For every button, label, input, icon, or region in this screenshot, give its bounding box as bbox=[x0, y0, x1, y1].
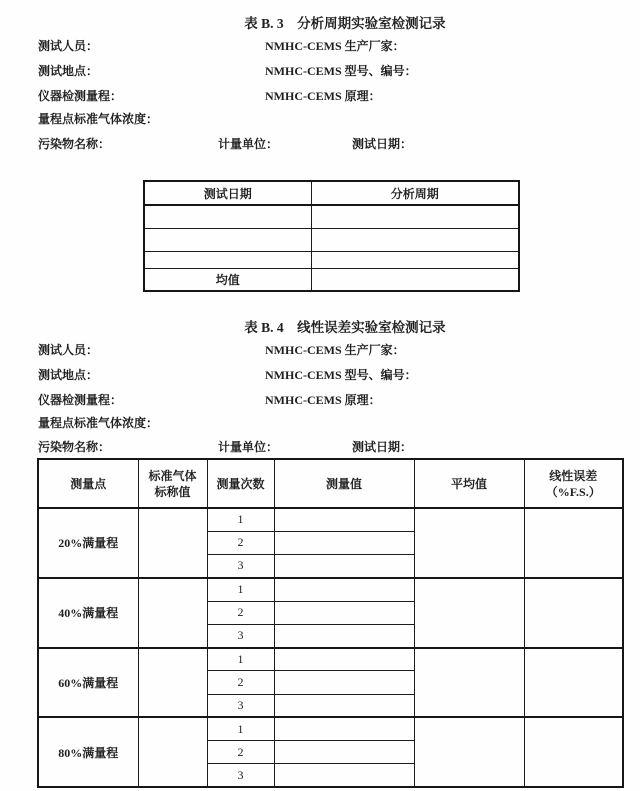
b4-header-measure-times: 测量次数 bbox=[207, 459, 274, 508]
b4-run-number-cell: 2 bbox=[207, 671, 274, 694]
b4-field-location-label: 测试地点： bbox=[38, 368, 99, 382]
b4-run-number-cell: 1 bbox=[207, 648, 274, 671]
b4-measure-value-cell bbox=[274, 578, 414, 601]
b4-measure-value-cell bbox=[274, 741, 414, 764]
b3-table bbox=[143, 180, 520, 292]
b3-header-analysis-cycle: 分析周期 bbox=[311, 181, 519, 205]
b4-measure-value-cell bbox=[274, 531, 414, 554]
b4-measure-value-cell bbox=[274, 555, 414, 578]
b4-run-number-cell: 1 bbox=[207, 578, 274, 601]
b4-point-cell-20: 20%满量程 bbox=[38, 508, 138, 578]
b3-date-cell bbox=[144, 251, 311, 268]
b4-linearity-cell bbox=[524, 508, 623, 578]
table-b3-title: 表 B. 3 分析周期实验室检测记录 bbox=[244, 16, 446, 31]
table-b4-title: 表 B. 4 线性误差实验室检测记录 bbox=[244, 320, 446, 335]
b4-table bbox=[37, 458, 624, 788]
b3-field-model-label: NMHC-CEMS 型号、编号： bbox=[265, 64, 417, 78]
b4-linearity-cell bbox=[524, 717, 623, 787]
b3-date-cell bbox=[144, 205, 311, 228]
b4-field-model-label: NMHC-CEMS 型号、编号： bbox=[265, 368, 417, 382]
b4-measure-value-cell bbox=[274, 648, 414, 671]
b4-run-number-cell: 3 bbox=[207, 694, 274, 717]
b3-field-location-label: 测试地点： bbox=[38, 64, 99, 78]
b4-run-number-cell: 1 bbox=[207, 717, 274, 740]
b4-mean-value-cell bbox=[414, 508, 524, 578]
b3-cycle-cell bbox=[311, 251, 519, 268]
b4-point-cell-80: 80%满量程 bbox=[38, 717, 138, 787]
b4-field-date-label: 测试日期： bbox=[352, 440, 413, 454]
b4-header-linearity-line2: （%F.S.） bbox=[545, 484, 601, 499]
b4-run-number-cell: 2 bbox=[207, 741, 274, 764]
b4-run-number-cell: 3 bbox=[207, 764, 274, 787]
b4-header-measure-point: 测量点 bbox=[38, 459, 138, 508]
b4-measure-value-cell bbox=[274, 508, 414, 531]
b3-field-unit-label: 计量单位： bbox=[218, 137, 279, 151]
b4-std-value-cell bbox=[138, 717, 207, 787]
b3-date-cell bbox=[144, 228, 311, 251]
b4-point-cell-60: 60%满量程 bbox=[38, 648, 138, 718]
b3-field-manufacturer-label: NMHC-CEMS 生产厂家： bbox=[265, 39, 405, 53]
b3-field-pollutant-label: 污染物名称： bbox=[38, 137, 111, 151]
b3-field-principle-label: NMHC-CEMS 原理： bbox=[265, 89, 381, 103]
b4-field-pollutant-label: 污染物名称： bbox=[38, 440, 111, 454]
b3-cycle-cell bbox=[311, 205, 519, 228]
b4-run-number-cell: 1 bbox=[207, 508, 274, 531]
b4-measure-value-cell bbox=[274, 671, 414, 694]
b4-std-value-cell bbox=[138, 508, 207, 578]
b3-mean-label-cell: 均值 bbox=[144, 268, 311, 291]
b3-field-range-label: 仪器检测量程： bbox=[38, 89, 123, 103]
b4-run-number-cell: 2 bbox=[207, 601, 274, 624]
b4-field-manufacturer-label: NMHC-CEMS 生产厂家： bbox=[265, 343, 405, 357]
b4-header-std-gas-line2: 标称值 bbox=[154, 484, 191, 499]
b4-std-value-cell bbox=[138, 648, 207, 718]
b4-mean-value-cell bbox=[414, 648, 524, 718]
b4-field-principle-label: NMHC-CEMS 原理： bbox=[265, 393, 381, 407]
b3-cycle-cell bbox=[311, 228, 519, 251]
b4-linearity-cell bbox=[524, 578, 623, 648]
b4-header-std-gas-line1: 标准气体 bbox=[148, 468, 197, 483]
b4-field-range-label: 仪器检测量程： bbox=[38, 393, 123, 407]
b4-field-unit-label: 计量单位： bbox=[218, 440, 279, 454]
b4-measure-value-cell bbox=[274, 694, 414, 717]
b3-field-span-gas-label: 量程点标准气体浓度： bbox=[38, 112, 159, 126]
b4-linearity-cell bbox=[524, 648, 623, 718]
b4-std-value-cell bbox=[138, 578, 207, 648]
b4-mean-value-cell bbox=[414, 578, 524, 648]
b4-header-mean-value: 平均值 bbox=[414, 459, 524, 508]
b4-field-span-gas-label: 量程点标准气体浓度： bbox=[38, 416, 159, 430]
b4-run-number-cell: 2 bbox=[207, 531, 274, 554]
b3-field-tester-label: 测试人员： bbox=[38, 39, 99, 53]
b4-point-cell-40: 40%满量程 bbox=[38, 578, 138, 648]
b4-header-linearity-line1: 线性误差 bbox=[549, 468, 598, 483]
b4-header-measure-value: 测量值 bbox=[274, 459, 414, 508]
b4-measure-value-cell bbox=[274, 601, 414, 624]
b4-mean-value-cell bbox=[414, 717, 524, 787]
b4-run-number-cell: 3 bbox=[207, 555, 274, 578]
b4-measure-value-cell bbox=[274, 624, 414, 647]
b4-field-tester-label: 测试人员： bbox=[38, 343, 99, 357]
b4-run-number-cell: 3 bbox=[207, 624, 274, 647]
b4-header-linearity-error bbox=[524, 459, 623, 508]
b4-measure-value-cell bbox=[274, 717, 414, 740]
b3-header-test-date: 测试日期 bbox=[144, 181, 311, 205]
b4-header-std-gas-nominal bbox=[138, 459, 207, 508]
b3-field-date-label: 测试日期： bbox=[352, 137, 413, 151]
b4-measure-value-cell bbox=[274, 764, 414, 787]
b3-mean-value-cell bbox=[311, 268, 519, 291]
